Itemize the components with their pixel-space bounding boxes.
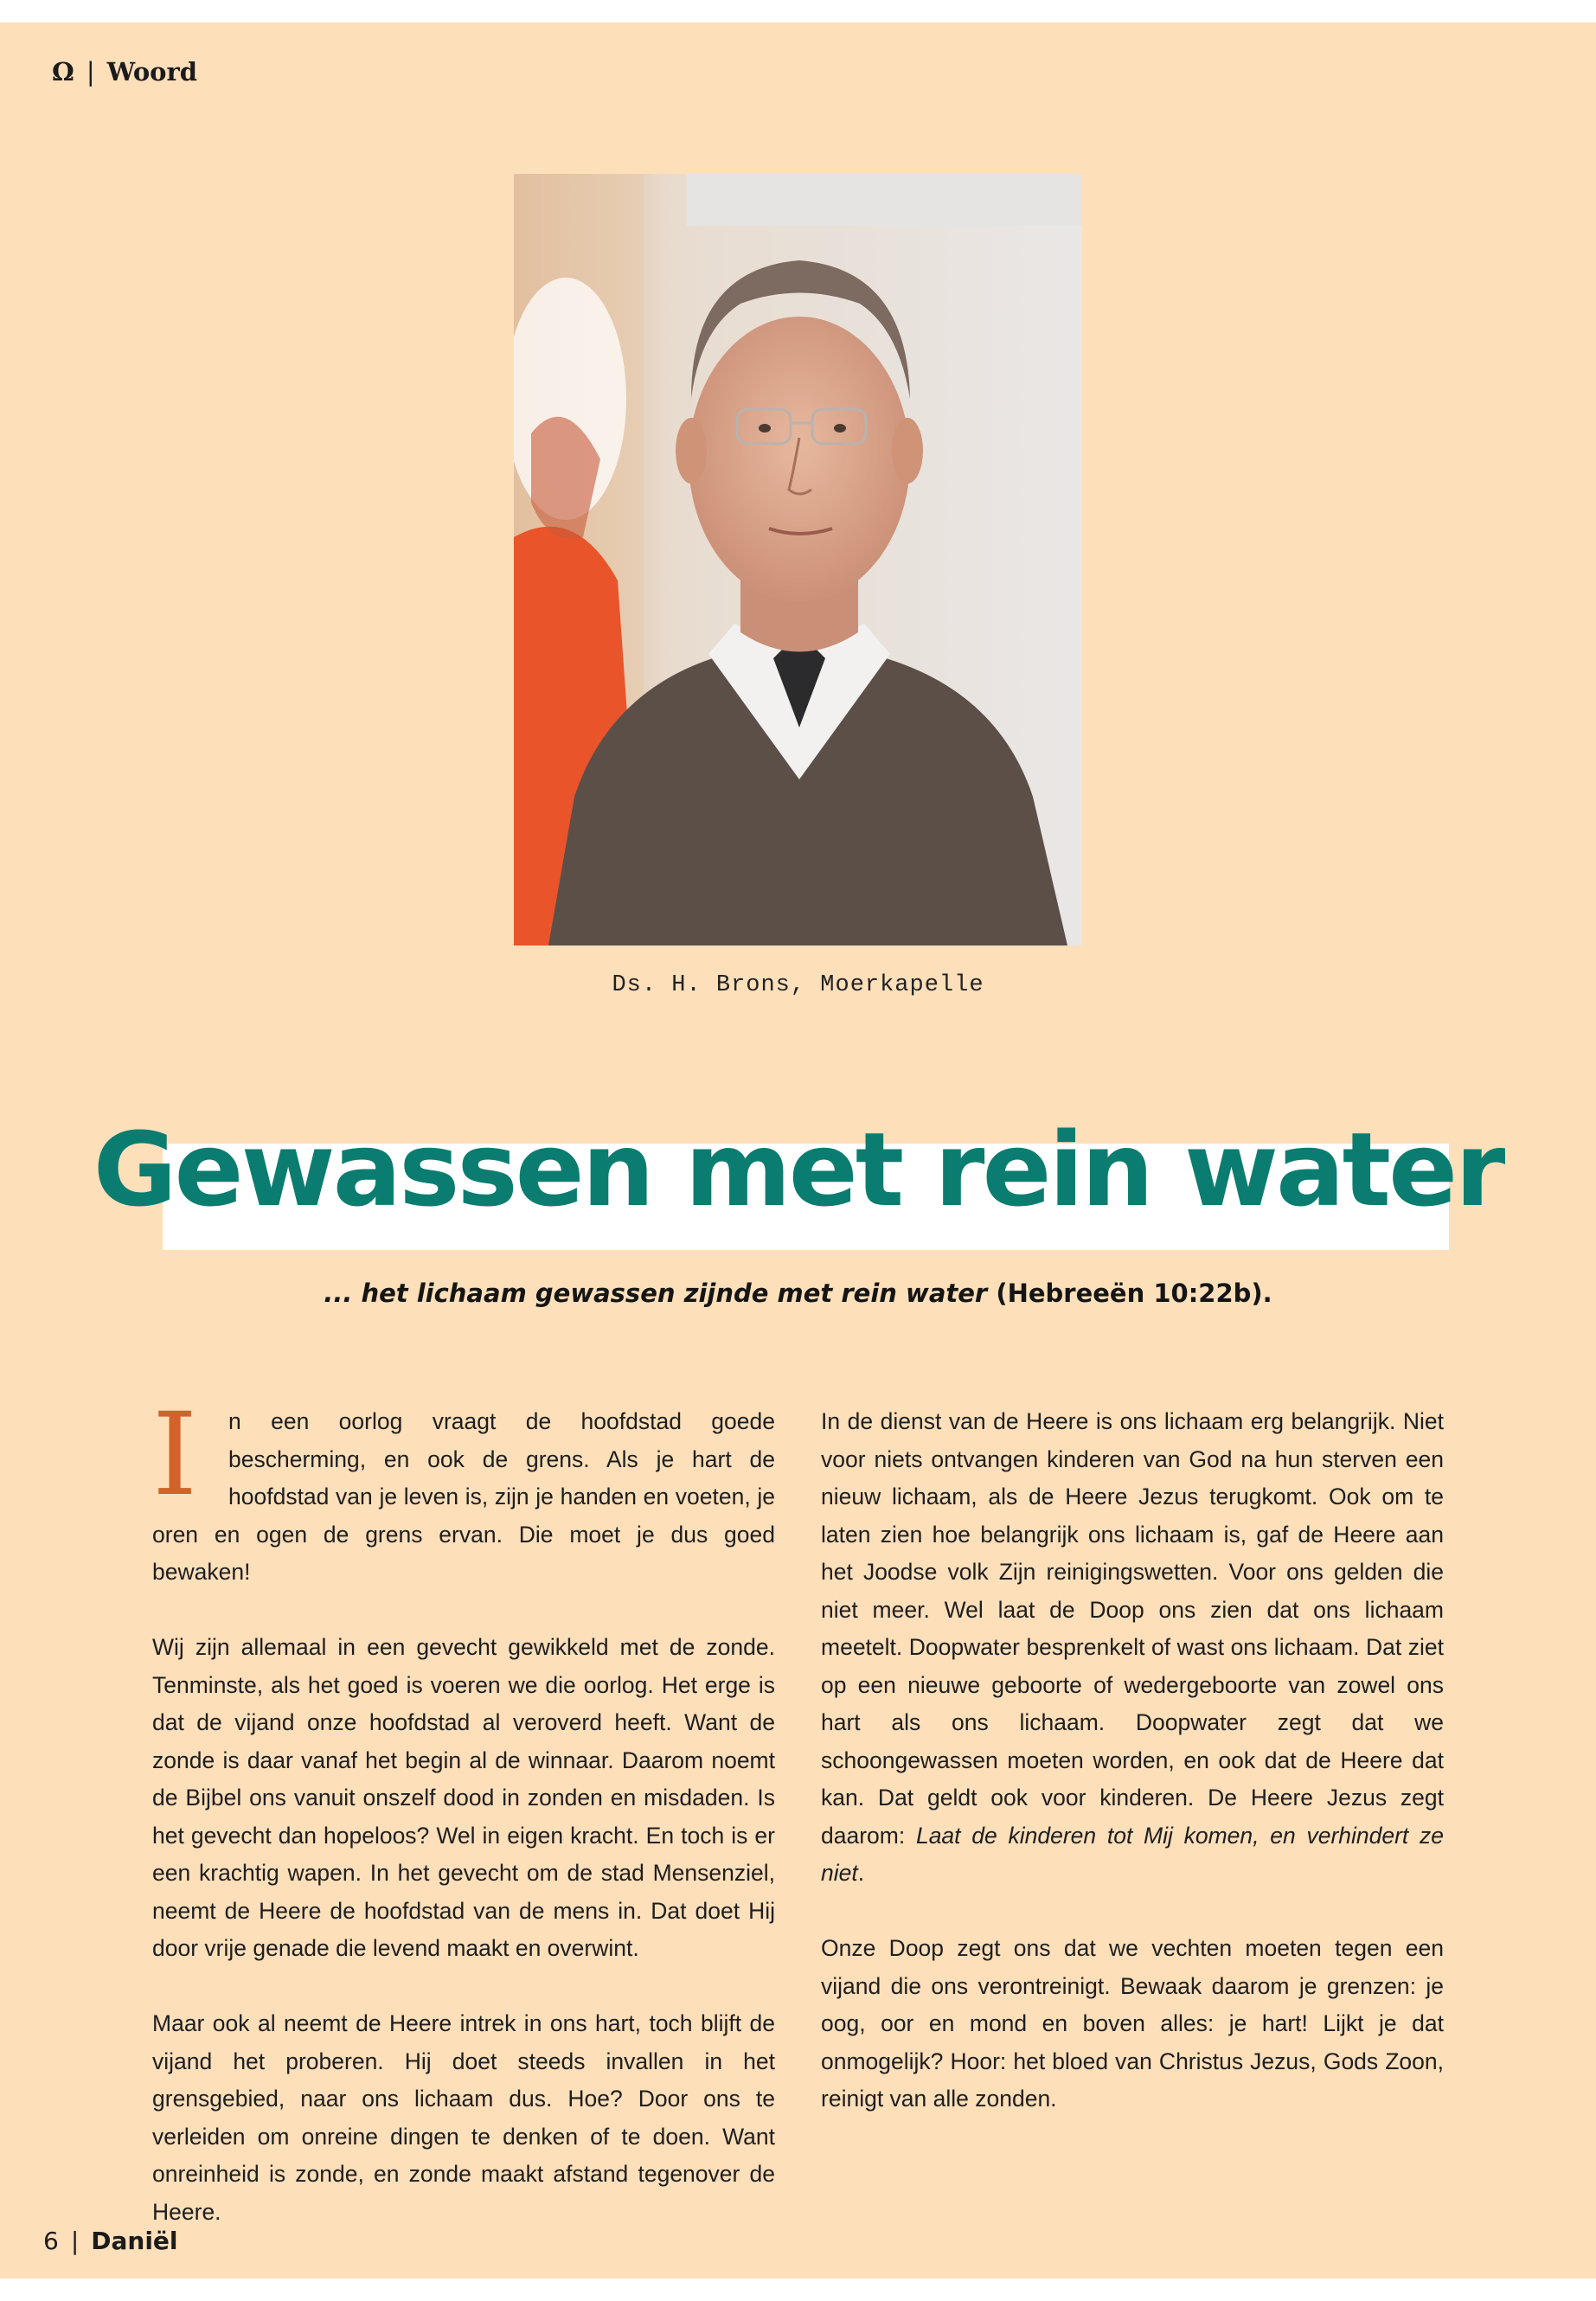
header-separator: | bbox=[86, 57, 95, 87]
photo-caption: Ds. H. Brons, Moerkapelle bbox=[612, 972, 984, 998]
verse-reference: (Hebreeën 10:22b). bbox=[996, 1279, 1272, 1308]
article-column-right bbox=[821, 1403, 1444, 2156]
drop-cap: I bbox=[152, 1388, 198, 1522]
page-number: 6 bbox=[43, 2227, 59, 2255]
author-portrait bbox=[514, 174, 1082, 945]
paragraph-4-text: In de dienst van de Heere is ons lichaam erg belangrijk. Niet voor niets ontvangen kinderen van God na hun sterven een nieuw lichaam, als de Heere Jezus terugkomt. Ook om te laten zien hoe belangrijk ons lichaam is, gaf de Heere aan het Joodse volk Zijn reinigingswetten. Voor ons gelden die niet meer. Wel laat de Doop ons zien dat ons lichaam meetelt. Doopwater besprenkelt of wast ons lichaam. Dat ziet op een nieuwe geboorte of wedergeboorte van zowel ons hart als ons lichaam. Doopwater zegt dat we schoongewassen moeten worden, en ook dat de Heere dat kan. Dat geldt ook voor kinderen. De Heere Jezus zegt daarom: bbox=[821, 1408, 1444, 1849]
paragraph-1 bbox=[152, 1388, 775, 1592]
page-footer bbox=[43, 2227, 178, 2255]
paragraph-1-text: n een oorlog vraagt de hoofdstad goede bescherming, en ook de grens. Als je hart de hoofdstad van je leven is, zijn je handen en voeten, je oren en ogen de grens ervan. Die moet je dus goed bewaken! bbox=[152, 1408, 775, 1585]
paragraph-4-end: . bbox=[857, 1860, 865, 1886]
paragraph-4 bbox=[821, 1403, 1444, 1893]
bible-verse bbox=[0, 1279, 1596, 1308]
portrait-illustration bbox=[514, 174, 1082, 945]
paragraph-2: Wij zijn allemaal in een gevecht gewikkeld met de zonde. Tenminste, als het goed is voeren we die oorlog. Het erge is dat de vijand onze hoofdstad al veroverd heeft. Want de zonde is daar vanaf het begin al de winnaar. Daarom noemt de Bijbel ons vanuit onszelf dood in zonden en misdaden. Is het gevecht dan hopeloos? Wel in eigen kracht. En toch is er een krachtig wapen. In het gevecht om de stad Mensenziel, neemt de Heere de hoofdstad van de mens in. Dat doet Hij door vrije genade die levend maakt en overwint. bbox=[152, 1634, 775, 1961]
paragraph-3: Maar ook al neemt de Heere intrek in ons hart, toch blijft de vijand het proberen. Hij doet steeds invallen in het grensgebied, naar ons lichaam dus. Hoe? Door ons te verleiden om onreine dingen te denken of te doen. Want onreinheid is zonde, en zonde maakt afstand tegenover de Heere. bbox=[152, 2010, 775, 2225]
paragraph-4-quote: Laat de kinderen tot Mij komen, en verhindert ze niet bbox=[821, 1822, 1445, 1886]
section-label: Woord bbox=[106, 57, 198, 87]
magazine-page bbox=[0, 22, 1596, 2279]
verse-text: ... het lichaam gewassen zijnde met rein water bbox=[324, 1279, 988, 1308]
footer-separator: | bbox=[70, 2227, 80, 2255]
article-column-left bbox=[152, 1388, 775, 2269]
article-title: Gewassen met rein water bbox=[93, 1110, 1503, 1229]
paragraph-5: Onze Doop zegt ons dat we vechten moeten tegen een vijand die ons verontreinigt. Bewaak daarom je grenzen: je oog, oor en mond en boven alles: je hart! Lijkt je dat onmogelijk? Hoor: het bloed van Christus Jezus, Gods Zoon, reinigt van alle zonden. bbox=[821, 1935, 1444, 2112]
omega-logo-icon: Ω bbox=[52, 57, 74, 87]
magazine-name: Daniël bbox=[91, 2227, 178, 2255]
section-header bbox=[52, 57, 197, 87]
